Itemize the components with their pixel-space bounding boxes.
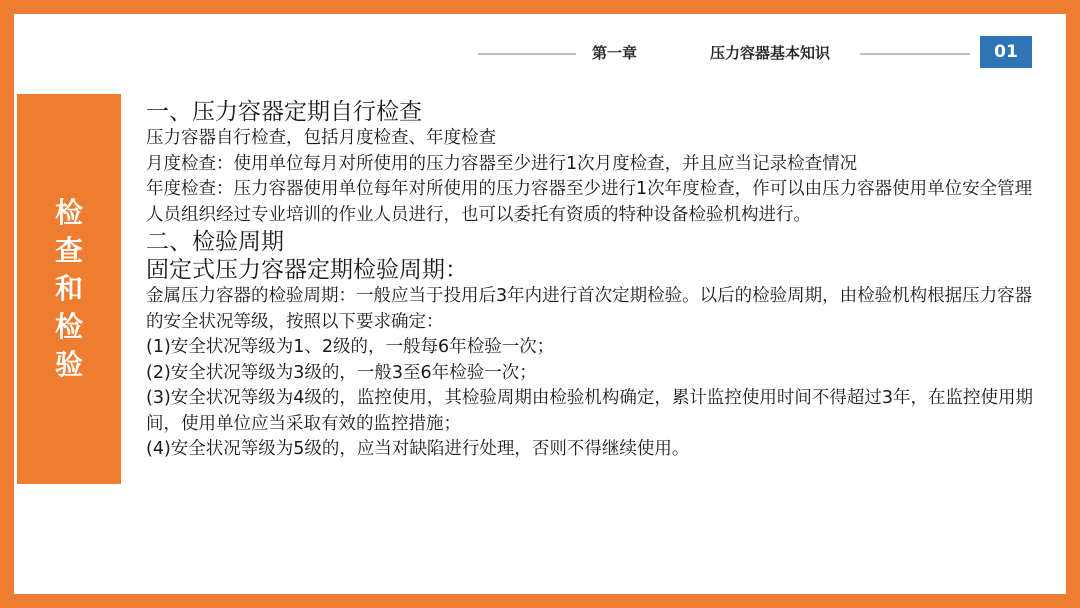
page-number-badge: 01	[980, 36, 1032, 68]
section-heading-1: 一、压力容器定期自行检查	[146, 99, 422, 125]
header-divider-left	[478, 53, 576, 55]
chapter-label: 第一章	[592, 44, 638, 62]
chapter-title: 压力容器基本知识	[710, 44, 831, 62]
list-item-2: (2)安全状况等级为3级的，一般3至6年检验一次；	[146, 362, 537, 383]
subsection-heading: 固定式压力容器定期检验周期：	[146, 257, 468, 283]
list-item-3: (3)安全状况等级为4级的，监控使用，其检验周期由检验机构确定，累计监控使用时间不得超过3年，在监控使用期间，使用单位应当采取有效的监控措施；	[146, 388, 1034, 434]
side-panel-label: 检查和检验	[54, 196, 83, 381]
list-item-4: (4)安全状况等级为5级的，应当对缺陷进行处理，否则不得继续使用。	[146, 439, 690, 459]
paragraph-3: 年度检查：压力容器使用单位每年对所使用的压力容器至少进行1次年度检查，作可以由压力容器使用单位安全管理人员组织经过专业培训的作业人员进行，也可以委托有资质的特种设备检验机构进行。	[146, 179, 1033, 225]
paragraph-1: 压力容器自行检查，包括月度检查、年度检查	[146, 128, 496, 148]
paragraph-4: 金属压力容器的检验周期：一般应当于投用后3年内进行首次定期检验。以后的检验周期，由检验机构根据压力容器的安全状况等级，按照以下要求确定：	[146, 286, 1033, 332]
section-heading-2: 二、检验周期	[146, 229, 284, 255]
content-body	[146, 98, 1046, 463]
side-panel	[17, 94, 121, 484]
header-divider-right	[860, 53, 970, 55]
paragraph-2: 月度检查：使用单位每月对所使用的压力容器至少进行1次月度检查，并且应当记录检查情况	[146, 153, 858, 174]
list-item-1: (1)安全状况等级为1、2级的，一般每6年检验一次；	[146, 337, 555, 357]
slide-header	[474, 36, 1054, 70]
